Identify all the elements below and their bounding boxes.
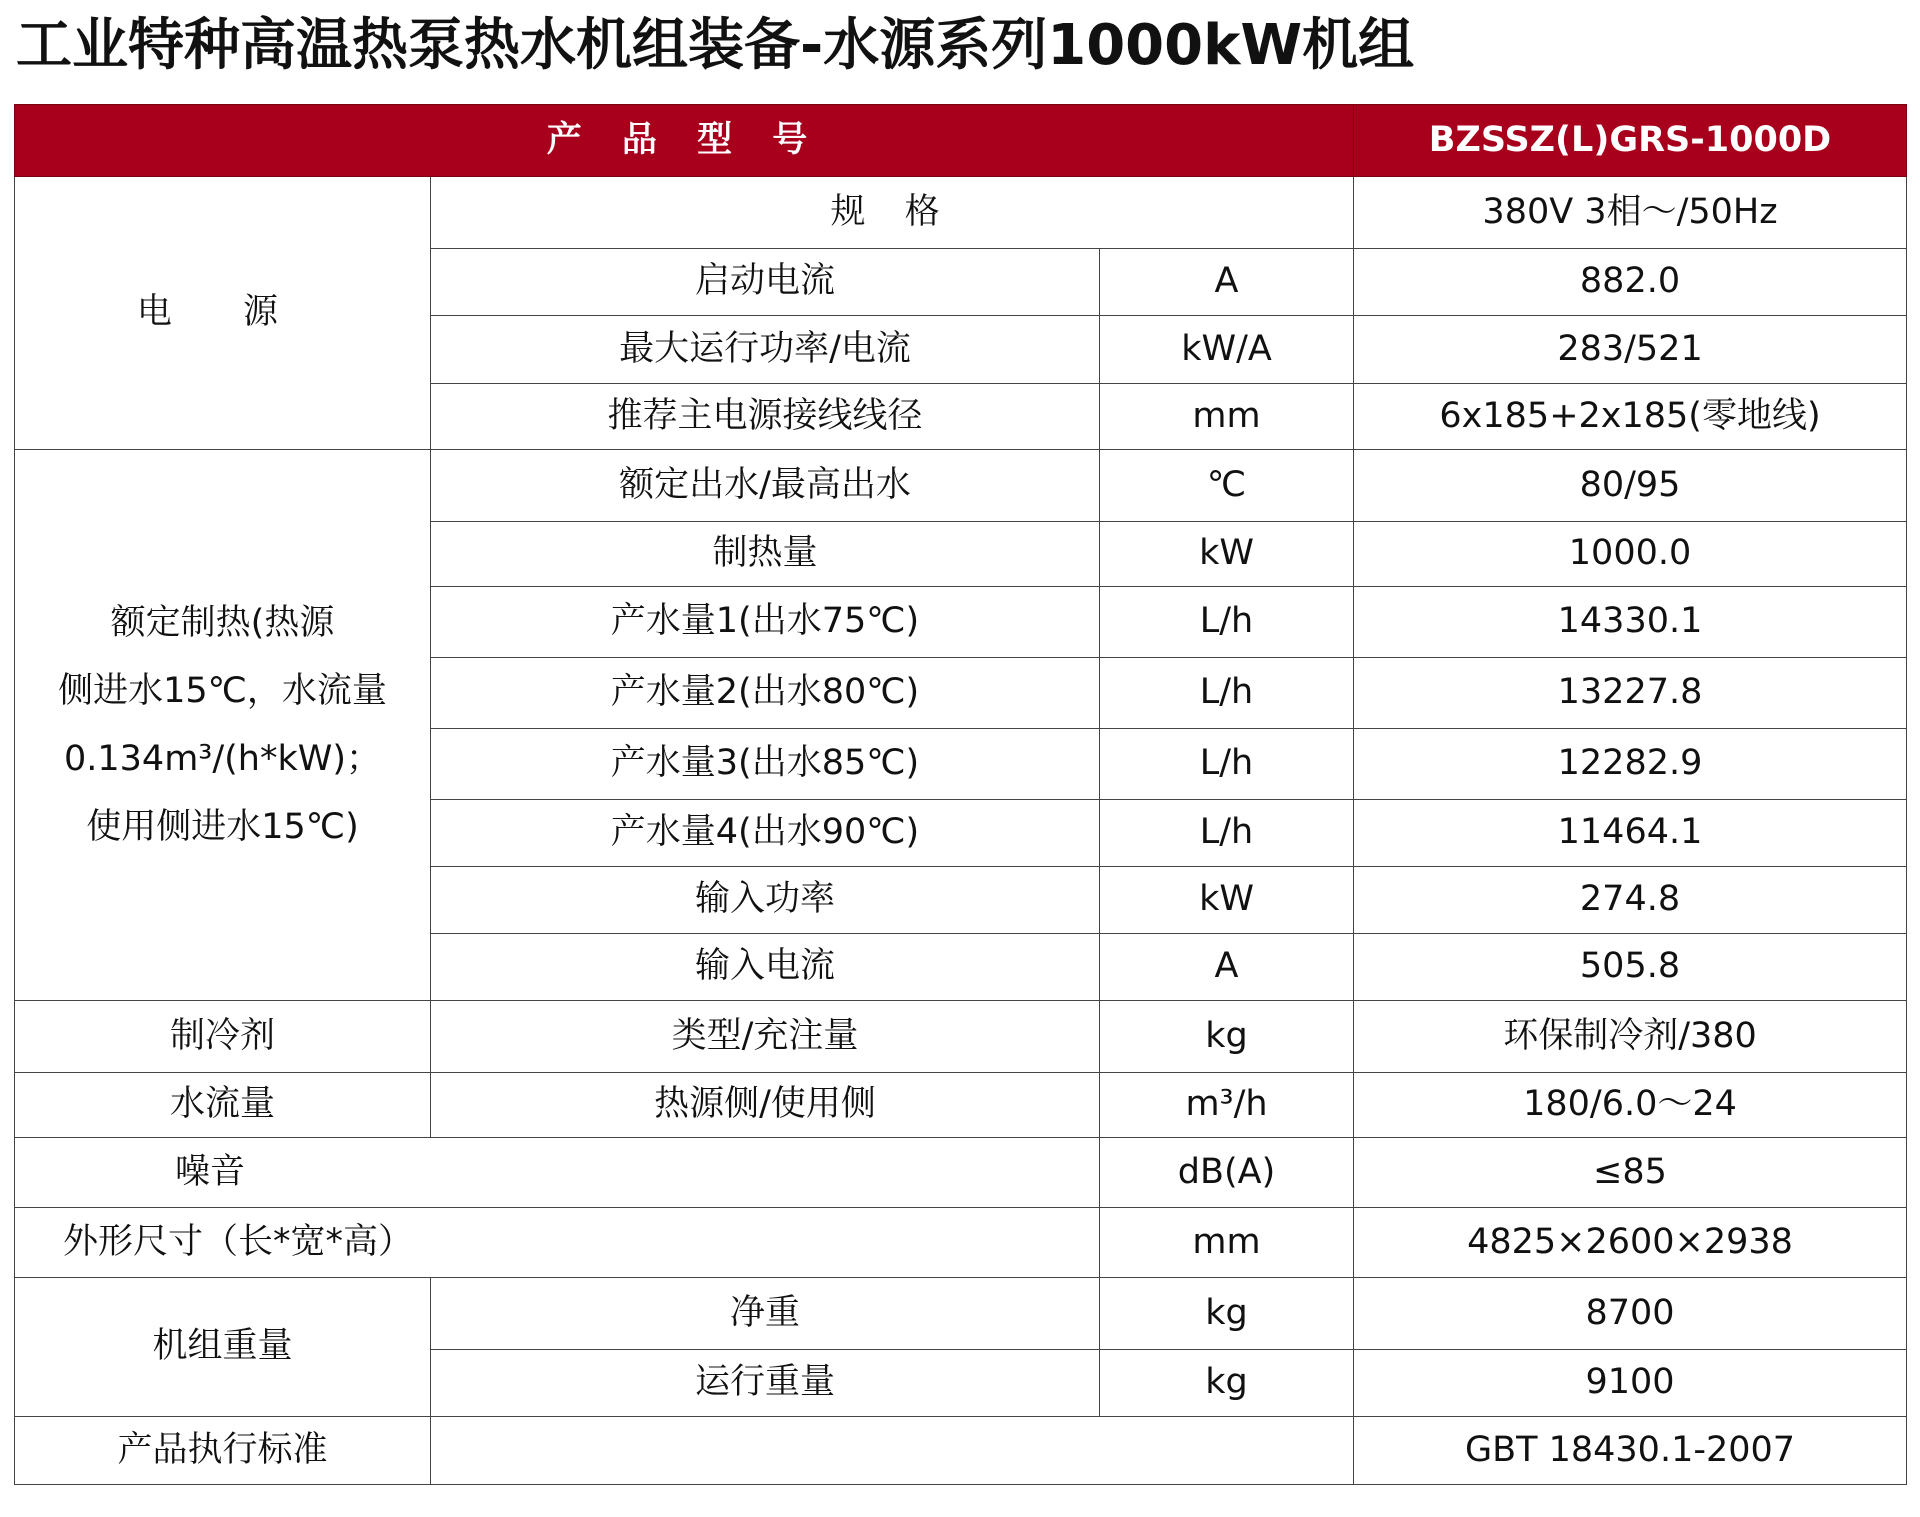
row-name: 推荐主电源接线线径 bbox=[431, 384, 1100, 450]
row-name: 制热量 bbox=[431, 522, 1100, 587]
row-unit: dB(A) bbox=[1100, 1138, 1354, 1208]
row-value: 1000.0 bbox=[1354, 522, 1907, 587]
row-unit: kW bbox=[1100, 867, 1354, 934]
row-unit: ℃ bbox=[1100, 450, 1354, 522]
row-name: 净重 bbox=[431, 1278, 1100, 1350]
row-value: 4825×2600×2938 bbox=[1354, 1208, 1907, 1278]
noise-row bbox=[15, 1138, 1907, 1208]
noise-label: 噪音 bbox=[15, 1138, 1100, 1208]
row-name: 产水量3(出水85℃) bbox=[431, 729, 1100, 800]
water-flow-row bbox=[15, 1073, 1907, 1138]
row-value: 12282.9 bbox=[1354, 729, 1907, 800]
row-unit: m³/h bbox=[1100, 1073, 1354, 1138]
row-unit: L/h bbox=[1100, 729, 1354, 800]
row-value: 180/6.0～24 bbox=[1354, 1073, 1907, 1138]
power-spec-label: 规 格 bbox=[431, 177, 1354, 249]
row-unit: A bbox=[1100, 934, 1354, 1001]
row-value: 8700 bbox=[1354, 1278, 1907, 1350]
row-value: 环保制冷剂/380 bbox=[1354, 1001, 1907, 1073]
row-unit: L/h bbox=[1100, 587, 1354, 658]
row-unit: kg bbox=[1100, 1001, 1354, 1073]
dimensions-row bbox=[15, 1208, 1907, 1278]
row-value: 6x185+2x185(零地线) bbox=[1354, 384, 1907, 450]
standard-row bbox=[15, 1417, 1907, 1485]
refrigerant-group-label: 制冷剂 bbox=[15, 1001, 431, 1073]
heating-group-line: 使用侧进水15℃) bbox=[86, 807, 359, 847]
refrigerant-row bbox=[15, 1001, 1907, 1073]
row-value: ≤85 bbox=[1354, 1138, 1907, 1208]
row-value: 80/95 bbox=[1354, 450, 1907, 522]
row-value: 11464.1 bbox=[1354, 800, 1907, 867]
heating-group-line: 侧进水15℃，水流量 bbox=[58, 671, 387, 711]
water-flow-group-label: 水流量 bbox=[15, 1073, 431, 1138]
row-name: 热源侧/使用侧 bbox=[431, 1073, 1100, 1138]
row-name: 输入功率 bbox=[431, 867, 1100, 934]
row-name: 产水量1(出水75℃) bbox=[431, 587, 1100, 658]
row-name: 额定出水/最高出水 bbox=[431, 450, 1100, 522]
weight-group-label: 机组重量 bbox=[15, 1278, 431, 1417]
row-unit: kg bbox=[1100, 1350, 1354, 1417]
power-group-label: 电 源 bbox=[15, 177, 431, 450]
row-value: 9100 bbox=[1354, 1350, 1907, 1417]
heating-group-line: 0.134m³/(h*kW)； bbox=[64, 739, 381, 779]
header-row bbox=[15, 105, 1907, 177]
heating-group-line: 额定制热(热源 bbox=[110, 603, 335, 643]
row-unit: kg bbox=[1100, 1278, 1354, 1350]
row-value: 13227.8 bbox=[1354, 658, 1907, 729]
row-unit: kW bbox=[1100, 522, 1354, 587]
row-name: 产水量4(出水90℃) bbox=[431, 800, 1100, 867]
header-model-value: BZSSZ(L)GRS-1000D bbox=[1354, 105, 1907, 177]
row-unit: L/h bbox=[1100, 800, 1354, 867]
row-unit: kW/A bbox=[1100, 316, 1354, 384]
header-model-label: 产 品 型 号 bbox=[15, 105, 1354, 177]
row-unit: L/h bbox=[1100, 658, 1354, 729]
heating-group-label bbox=[15, 450, 431, 1001]
row-unit: mm bbox=[1100, 1208, 1354, 1278]
row-name: 类型/充注量 bbox=[431, 1001, 1100, 1073]
power-spec-row bbox=[15, 177, 1907, 249]
row-value: 882.0 bbox=[1354, 249, 1907, 316]
row-value: 14330.1 bbox=[1354, 587, 1907, 658]
row-name: 启动电流 bbox=[431, 249, 1100, 316]
row-name: 运行重量 bbox=[431, 1350, 1100, 1417]
table-row bbox=[15, 1278, 1907, 1350]
standard-label: 产品执行标准 bbox=[15, 1417, 431, 1485]
row-value: 505.8 bbox=[1354, 934, 1907, 1001]
table-row bbox=[15, 450, 1907, 522]
row-value: 274.8 bbox=[1354, 867, 1907, 934]
row-unit: mm bbox=[1100, 384, 1354, 450]
dimensions-label: 外形尺寸（长*宽*高） bbox=[15, 1208, 1100, 1278]
standard-empty-cell bbox=[431, 1417, 1354, 1485]
spec-table bbox=[14, 104, 1907, 1485]
row-name: 输入电流 bbox=[431, 934, 1100, 1001]
row-name: 最大运行功率/电流 bbox=[431, 316, 1100, 384]
row-unit: A bbox=[1100, 249, 1354, 316]
standard-value: GBT 18430.1-2007 bbox=[1354, 1417, 1907, 1485]
row-value: 283/521 bbox=[1354, 316, 1907, 384]
page-title: 工业特种高温热泵热水机组装备-水源系列1000kW机组 bbox=[16, 13, 1415, 78]
power-spec-value: 380V 3相～/50Hz bbox=[1354, 177, 1907, 249]
row-name: 产水量2(出水80℃) bbox=[431, 658, 1100, 729]
